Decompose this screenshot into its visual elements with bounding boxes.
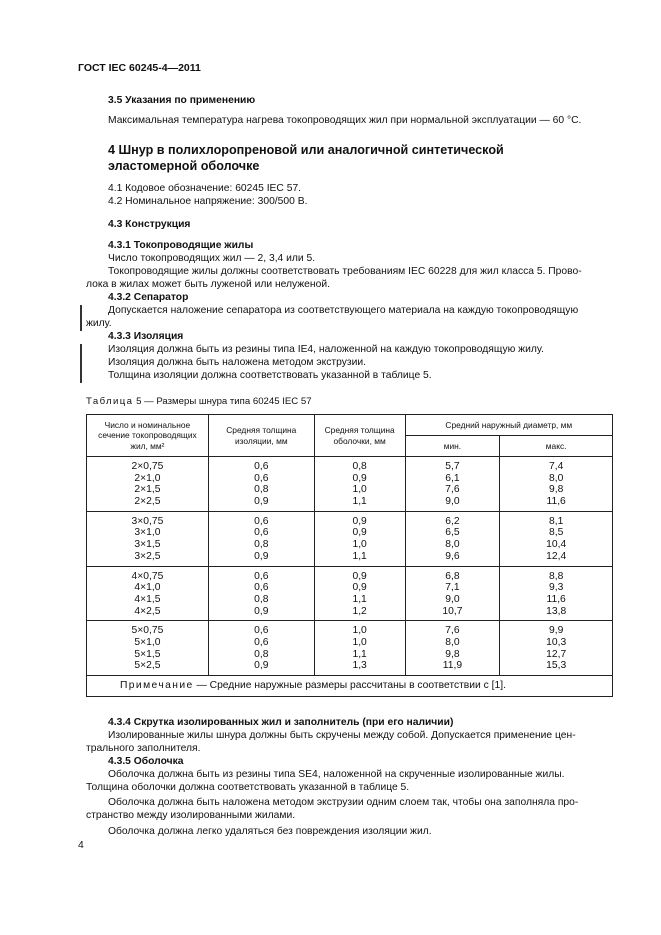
cell-diameter-max bbox=[500, 621, 613, 676]
col-header-sheath: Средняя толщина оболочки, мм bbox=[314, 415, 405, 457]
page-number: 4 bbox=[78, 840, 84, 851]
cell-value: 7,6 bbox=[445, 625, 460, 637]
table-caption-word: Таблица bbox=[86, 396, 134, 407]
cell-value: 9,9 bbox=[548, 625, 564, 637]
col-header-max: макс. bbox=[500, 436, 613, 457]
section-4-title-line2: эластомерной оболочке bbox=[108, 159, 260, 173]
section-3-5-text: Максимальная температура нагрева токопроводящих жил при нормальной эксплуатации — 60 °С. bbox=[108, 115, 582, 126]
cell-value: 4×1,0 bbox=[134, 582, 161, 594]
cell-section bbox=[87, 457, 209, 512]
document-header: ГОСТ IEC 60245-4—2011 bbox=[78, 62, 201, 74]
cell-diameter-min bbox=[405, 621, 500, 676]
cell-value: 0,9 bbox=[254, 605, 269, 617]
col-header-min: мин. bbox=[405, 436, 500, 457]
cell-value: 9,6 bbox=[445, 550, 460, 562]
clause-4-3-4-title: 4.3.4 Скрутка изолированных жил и заполнитель (при его наличии) bbox=[108, 717, 454, 728]
cell-value: 0,8 bbox=[254, 648, 269, 660]
cell-insulation bbox=[208, 457, 314, 512]
cell-value: 4×1,5 bbox=[134, 593, 161, 605]
section-3-5-title: 3.5 Указания по применению bbox=[108, 95, 256, 106]
clause-4-3-5-line3: Оболочка должна быть наложена методом экструзии одним слоем так, чтобы она заполняла про- bbox=[108, 797, 579, 808]
cell-value: 0,6 bbox=[254, 472, 269, 484]
cell-diameter-min bbox=[405, 457, 500, 512]
cell-value: 3×2,5 bbox=[134, 550, 161, 562]
cell-diameter-min bbox=[405, 511, 500, 566]
cell-value: 1,1 bbox=[352, 593, 367, 605]
cell-value: 6,2 bbox=[445, 515, 460, 527]
cell-value: 2×0,75 bbox=[131, 461, 164, 472]
cell-value: 8,0 bbox=[445, 636, 460, 648]
cell-value: 8,5 bbox=[548, 527, 564, 539]
cell-value: 3×1,0 bbox=[134, 527, 161, 539]
cell-insulation bbox=[208, 511, 314, 566]
cell-sheath bbox=[314, 621, 405, 676]
cell-diameter-max bbox=[500, 457, 613, 512]
cell-sheath bbox=[314, 511, 405, 566]
change-bar bbox=[80, 305, 82, 331]
cell-value: 8,1 bbox=[548, 515, 564, 527]
clause-4-3-5-line5: Оболочка должна легко удаляться без повреждения изоляции жил. bbox=[108, 826, 432, 837]
cell-value: 3×1,5 bbox=[134, 539, 161, 551]
section-4-title bbox=[108, 142, 568, 174]
cell-value: 11,6 bbox=[546, 593, 566, 605]
cell-value: 0,6 bbox=[254, 582, 269, 594]
cell-value: 0,6 bbox=[254, 527, 269, 539]
cell-value: 0,9 bbox=[254, 496, 269, 508]
clause-4-3-4-line1: Изолированные жилы шнура должны быть скручены между собой. Допускается применение цен- bbox=[108, 730, 576, 741]
cell-value: 0,9 bbox=[352, 582, 367, 594]
cell-value: 0,9 bbox=[352, 527, 367, 539]
cell-value: 10,3 bbox=[546, 636, 567, 648]
clause-4-3-2-line2: жилу. bbox=[86, 318, 112, 329]
cell-value: 0,6 bbox=[254, 515, 269, 527]
cell-value: 6,8 bbox=[445, 570, 460, 582]
cell-value: 11,9 bbox=[442, 660, 463, 672]
clause-4-3-1-line3: лока в жилах может быть луженой или нелуженой. bbox=[86, 279, 330, 290]
cell-value: 0,9 bbox=[352, 570, 367, 582]
cell-diameter-max bbox=[500, 566, 613, 621]
cell-value: 7,4 bbox=[548, 461, 564, 472]
section-4-title-line1: 4 Шнур в полихлоропреновой или аналогичной синтетической bbox=[108, 143, 504, 157]
cell-value: 0,6 bbox=[254, 461, 269, 472]
table-note-word: Примечание bbox=[120, 680, 194, 691]
cell-value: 1,1 bbox=[352, 550, 367, 562]
cell-value: 2×1,0 bbox=[134, 472, 161, 484]
cell-section bbox=[87, 566, 209, 621]
clause-4-3-1-line1: Число токопроводящих жил — 2, 3,4 или 5. bbox=[108, 253, 316, 264]
cell-value: 1,2 bbox=[352, 605, 367, 617]
table-row-group bbox=[87, 457, 613, 512]
cell-value: 8,8 bbox=[548, 570, 564, 582]
cell-section bbox=[87, 621, 209, 676]
clause-4-1: 4.1 Кодовое обозначение: 60245 IEC 57. bbox=[108, 183, 302, 194]
cell-value: 0,9 bbox=[254, 660, 269, 672]
cell-section bbox=[87, 511, 209, 566]
cell-value: 0,9 bbox=[352, 472, 367, 484]
cell-value: 4×2,5 bbox=[134, 605, 161, 617]
cell-value: 0,6 bbox=[254, 636, 269, 648]
cell-value: 5,7 bbox=[445, 461, 460, 472]
clause-4-3-5-line2: Толщина оболочки должна соответствовать указанной в таблице 5. bbox=[86, 782, 410, 793]
cell-value: 12,7 bbox=[546, 648, 567, 660]
cell-value: 1,0 bbox=[352, 539, 367, 551]
cell-value: 8,0 bbox=[445, 539, 460, 551]
clause-4-3-5-line4: странство между изолированными жилами. bbox=[86, 810, 296, 821]
clause-4-3-5-line1: Оболочка должна быть из резины типа SE4, наложенной на скрученные изолированные жилы. bbox=[108, 769, 565, 780]
cell-value: 0,8 bbox=[254, 539, 269, 551]
cell-value: 0,9 bbox=[254, 550, 269, 562]
cell-value: 4×0,75 bbox=[131, 570, 164, 582]
cell-value: 0,6 bbox=[254, 625, 269, 637]
cell-value: 5×2,5 bbox=[134, 660, 161, 672]
cell-diameter-min bbox=[405, 566, 500, 621]
change-bar bbox=[80, 344, 82, 383]
clause-4-3-3-line1: Изоляция должна быть из резины типа IE4, наложенной на каждую токопроводящую жилу. bbox=[108, 344, 544, 355]
cell-diameter-max bbox=[500, 511, 613, 566]
clause-4-3-5-title: 4.3.5 Оболочка bbox=[108, 756, 184, 767]
clause-4-2: 4.2 Номинальное напряжение: 300/500 В. bbox=[108, 196, 308, 207]
col-header-insulation: Средняя толщина изоляции, мм bbox=[208, 415, 314, 457]
table-row-group bbox=[87, 511, 613, 566]
cell-value: 0,8 bbox=[352, 461, 367, 472]
table-caption bbox=[86, 396, 312, 409]
cell-value: 1,0 bbox=[352, 484, 367, 496]
clause-4-3-2-title: 4.3.2 Сепаратор bbox=[108, 292, 189, 303]
cell-value: 11,6 bbox=[546, 496, 566, 508]
table-body bbox=[87, 457, 613, 676]
clause-4-3-2-line1: Допускается наложение сепаратора из соответствующего материала на каждую токопроводящую bbox=[108, 305, 579, 316]
cell-value: 1,0 bbox=[352, 636, 367, 648]
clause-4-3-3-line3: Толщина изоляции должна соответствовать указанной в таблице 5. bbox=[108, 370, 432, 381]
cell-value: 7,1 bbox=[445, 582, 460, 594]
cell-value: 9,0 bbox=[445, 496, 460, 508]
cell-value: 15,3 bbox=[546, 660, 567, 672]
cell-value: 0,8 bbox=[254, 593, 269, 605]
clause-4-3-3-title: 4.3.3 Изоляция bbox=[108, 331, 184, 342]
cell-value: 1,1 bbox=[352, 496, 367, 508]
cell-value: 0,9 bbox=[352, 515, 367, 527]
table-row-group bbox=[87, 621, 613, 676]
cord-dimensions-table bbox=[86, 414, 613, 697]
clause-4-3-title: 4.3 Конструкция bbox=[108, 219, 191, 230]
cell-value: 5×1,0 bbox=[134, 636, 161, 648]
clause-4-3-1-line2: Токопроводящие жилы должны соответствовать требованиям IEC 60228 для жил класса 5. Прово- bbox=[108, 266, 582, 277]
clause-4-3-3-line2: Изоляция должна быть наложена методом экструзии. bbox=[108, 357, 366, 368]
cell-value: 5×0,75 bbox=[131, 625, 164, 637]
cell-value: 6,5 bbox=[445, 527, 460, 539]
cell-value: 9,3 bbox=[548, 582, 564, 594]
cell-value: 2×1,5 bbox=[134, 484, 161, 496]
cell-value: 3×0,75 bbox=[131, 515, 164, 527]
cell-value: 1,0 bbox=[352, 625, 367, 637]
clause-4-3-4-line2: трального заполнителя. bbox=[86, 743, 201, 754]
cell-value: 13,8 bbox=[546, 605, 567, 617]
clause-4-3-1-title: 4.3.1 Токопроводящие жилы bbox=[108, 240, 254, 251]
cell-value: 0,6 bbox=[254, 570, 269, 582]
cell-value: 5×1,5 bbox=[134, 648, 161, 660]
cell-value: 8,0 bbox=[548, 472, 564, 484]
cell-value: 9,8 bbox=[548, 484, 564, 496]
cell-value: 7,6 bbox=[445, 484, 460, 496]
col-header-diameter: Средний наружный диаметр, мм bbox=[405, 415, 612, 436]
cell-value: 1,1 bbox=[352, 648, 367, 660]
cell-value: 9,8 bbox=[445, 648, 460, 660]
table-note bbox=[87, 676, 613, 697]
cell-value: 9,0 bbox=[445, 593, 460, 605]
table-row-group bbox=[87, 566, 613, 621]
cell-insulation bbox=[208, 566, 314, 621]
cell-value: 2×2,5 bbox=[134, 496, 161, 508]
cell-sheath bbox=[314, 566, 405, 621]
cell-value: 10,4 bbox=[546, 539, 567, 551]
cell-value: 6,1 bbox=[445, 472, 460, 484]
col-header-section: Число и номинальное сечение токопроводящих жил, мм² bbox=[87, 415, 209, 457]
table-note-rest: — Средние наружные размеры рассчитаны в соответствии с [1]. bbox=[196, 680, 506, 691]
table-caption-rest: 5 — Размеры шнура типа 60245 IEC 57 bbox=[136, 396, 312, 407]
cell-value: 1,3 bbox=[352, 660, 367, 672]
cell-sheath bbox=[314, 457, 405, 512]
cell-value: 12,4 bbox=[546, 550, 567, 562]
cell-value: 10,7 bbox=[442, 605, 463, 617]
cell-value: 0,8 bbox=[254, 484, 269, 496]
cell-insulation bbox=[208, 621, 314, 676]
